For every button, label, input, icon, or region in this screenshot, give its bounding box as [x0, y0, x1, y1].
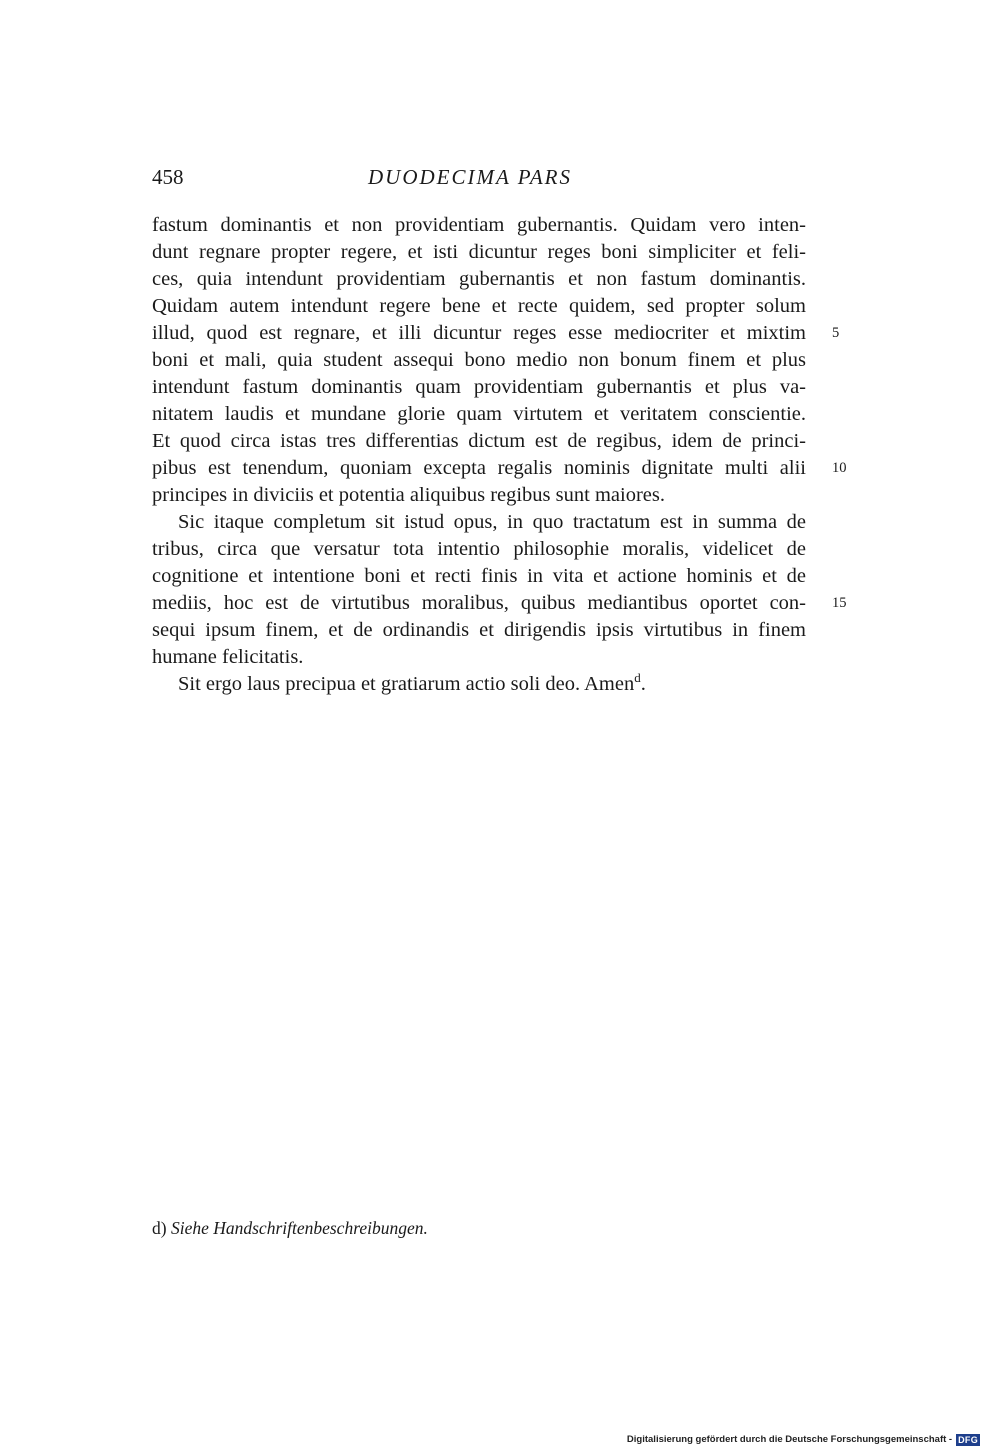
- text-line: illud, quod est regnare, et illi dicuntur reges esse mediocriter et mixtim: [152, 322, 806, 344]
- text-line: ces, quia intendunt providentiam gubernantis et non fastum dominantis.: [152, 268, 806, 290]
- text-line: Quidam autem intendunt regere bene et recte quidem, sed propter solum: [152, 295, 806, 317]
- digitization-credit: [627, 1433, 980, 1447]
- text-line: pibus est tenendum, quoniam excepta regalis nominis dignitate multi alii: [152, 457, 806, 479]
- text-line: cognitione et intentione boni et recti finis in vita et actione hominis et de: [152, 565, 806, 587]
- closing-line-text: Sit ergo laus precipua et gratiarum actio soli deo. Amen: [178, 673, 635, 695]
- dfg-logo-icon: DFG: [958, 1435, 978, 1445]
- text-line: sequi ipsum finem, et de ordinandis et dirigendis ipsis virtutibus in finem: [152, 619, 806, 641]
- footnote: [152, 1216, 428, 1240]
- footnote-text: Siehe Handschriftenbeschreibungen.: [170, 1218, 428, 1238]
- line-number: 5: [832, 325, 840, 341]
- line-number: 15: [832, 595, 847, 611]
- footnote-reference: d: [634, 670, 641, 686]
- page-number: 458: [152, 165, 184, 189]
- text-line: mediis, hoc est de virtutibus moralibus, quibus mediantibus oportet con-: [152, 592, 806, 614]
- text-line: Et quod circa istas tres differentias dictum est de regibus, idem de princi-: [152, 430, 806, 452]
- text-line: principes in diviciis et potentia aliquibus regibus sunt maiores.: [152, 484, 665, 506]
- line-number: 10: [832, 460, 847, 476]
- text-line: nitatem laudis et mundane glorie quam virtutem et veritatem conscientie.: [152, 403, 806, 425]
- text-line: humane felicitatis.: [152, 646, 304, 668]
- text-line: boni et mali, quia student assequi bono medio non bonum finem et plus: [152, 349, 806, 371]
- text-line: Sic itaque completum sit istud opus, in quo tractatum est in summa de: [178, 511, 806, 533]
- credit-text: Digitalisierung gefördert durch die Deutsche Forschungsgemeinschaft -: [626, 1434, 953, 1445]
- footnote-marker: d): [152, 1218, 167, 1238]
- running-head: DUODECIMA PARS: [368, 165, 572, 189]
- text-line: dunt regnare propter regere, et isti dicuntur reges boni simpliciter et feli-: [152, 241, 806, 263]
- text-line: [152, 671, 806, 698]
- main-text: [152, 212, 806, 698]
- closing-punctuation: .: [640, 673, 646, 695]
- text-line: tribus, circa que versatur tota intentio philosophie moralis, videlicet de: [152, 538, 806, 560]
- text-line: fastum dominantis et non providentiam gubernantis. Quidam vero inten-: [152, 214, 806, 236]
- text-line: intendunt fastum dominantis quam providentiam gubernantis et plus va-: [152, 376, 806, 398]
